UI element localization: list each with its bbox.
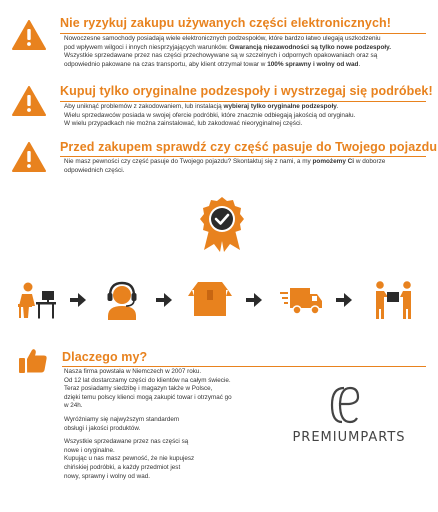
section-body: Nie masz pewności czy część pasuje do Twojego pojazdu? Skontaktuj się z nami, a my pomożemy Ci w doborze odpowiednich części. [64,158,386,174]
premiumparts-logo-icon [322,384,366,426]
warning-icon [12,20,46,50]
arrow-right-icon [336,293,352,307]
section-title: Przed zakupem sprawdź czy część pasuje do Twojego pojazdu [60,140,438,154]
warning-icon [12,86,46,116]
thumbs-up-icon [18,348,48,374]
section-body: Nasza firma powstała w Niemczech w 2007 roku. Od 12 lat dostarczamy części do klientów na całym świecie. Teraz posiadamy siedzibę i magazyn także w Polsce, dzięki temu polscy klienci mogą zakupić towar i otrzymać go w 24h. Wyróżniamy się najwyższym standardem obsługi i jakości produktów. Wszystkie sprzedawane przez nas części są nowe i oryginalne. Kupując u nas masz pewność, że nie kupujesz chińskiej podróbki, a każdy przedmiot jest nowy, sprawny i wolny od wad. [64,368,232,480]
courier-handover-icon [372,278,416,322]
section-title: Dlaczego my? [62,350,148,364]
arrow-right-icon [70,293,86,307]
section-body: Nowoczesne samochody posiadają wiele elektronicznych podzespołów, które bardzo łatwo ulegają uszkodzeniu pod wpływem wilgoci i innych niesprzyjających warunków. Gwarancją niezawodności są tylko nowe podzespoły. Wszystkie sprzedawane przez nas części przechowywane są w szczelnych i odpornych opakowaniach oraz są odpowiednio pakowane na czas transportu, aby klient otrzymał towar w 100% sprawny i wolny od wad. [64,35,391,68]
desk-computer-person-icon [14,278,58,322]
package-box-icon [188,278,232,322]
section-title: Kupuj tylko oryginalne podzespoły i wystrzegaj się podróbek! [60,84,433,98]
logo-wordmark: PREMIUMPARTS [292,430,406,445]
quality-check-badge-icon [196,196,248,252]
warning-icon [12,142,46,172]
section-divider [60,33,426,34]
headset-support-icon [100,278,144,322]
section-divider [62,366,426,367]
section-divider [60,156,426,157]
arrow-right-icon [246,293,262,307]
premiumparts-logo [284,384,414,474]
arrow-right-icon [156,293,172,307]
order-process-flow [0,278,438,322]
delivery-truck-icon [280,278,324,322]
section-divider [60,101,426,102]
section-title: Nie ryzykuj zakupu używanych części elektronicznych! [60,16,392,30]
section-body: Aby uniknąć problemów z zakodowaniem, lub instalacją wybieraj tylko oryginalne podzespoły. Wielu sprzedawców posiada w swojej ofercie podróbki, które znacznie odbiegają jakością od oryginału. W wielu przypadkach nie można zainstalować, lub zakodować nieoryginalnej części. [64,103,356,128]
